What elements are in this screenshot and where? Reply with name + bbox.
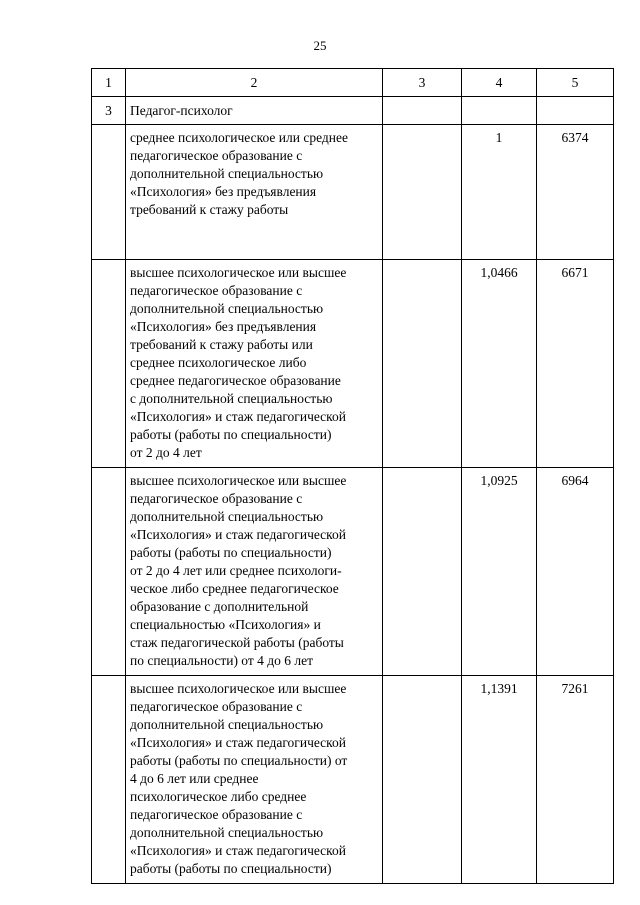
requirement-line: психологическое либо среднее [130, 789, 307, 804]
empty-cell [383, 468, 462, 676]
requirement-line: педагогическое образование с [130, 699, 303, 714]
salary-cell: 6671 [537, 260, 614, 468]
header-col-4: 4 [462, 69, 537, 97]
salary-cell: 7261 [537, 676, 614, 884]
requirement-line: «Психология» и стаж педагогической [130, 409, 347, 424]
empty-cell [92, 125, 126, 260]
requirement-line: дополнительной специальностью [130, 301, 324, 316]
group-row [92, 97, 614, 125]
header-col-1: 1 [92, 69, 126, 97]
header-col-2: 2 [126, 69, 383, 97]
requirement-line: дополнительной специальностью [130, 825, 324, 840]
requirement-line: педагогическое образование с [130, 148, 303, 163]
requirement-line: среднее психологическое или среднее [130, 130, 348, 145]
requirement-text [126, 676, 383, 884]
requirement-line: «Психология» и стаж педагогической [130, 843, 347, 858]
coefficient-cell: 1,1391 [462, 676, 537, 884]
requirement-line: требований к стажу работы или [130, 337, 313, 352]
requirement-line: специальностью «Психология» и [130, 617, 321, 632]
requirement-line: 4 до 6 лет или среднее [130, 771, 259, 786]
requirement-line: педагогическое образование с [130, 807, 303, 822]
requirement-line: работы (работы по специальности) [130, 427, 332, 442]
empty-cell [383, 260, 462, 468]
header-col-5: 5 [537, 69, 614, 97]
table-header-row [92, 69, 614, 97]
requirement-line: «Психология» и стаж педагогической [130, 527, 347, 542]
requirement-line: с дополнительной специальностью [130, 391, 333, 406]
requirement-line: работы (работы по специальности) от [130, 753, 348, 768]
requirement-line: работы (работы по специальности) [130, 861, 332, 876]
qualification-table [91, 68, 614, 884]
requirement-line: высшее психологическое или высшее [130, 265, 347, 280]
table-row [92, 260, 614, 468]
salary-cell: 6374 [537, 125, 614, 260]
empty-cell [383, 125, 462, 260]
requirement-line: стаж педагогической работы (работы [130, 635, 344, 650]
requirement-line: среднее педагогическое образование [130, 373, 341, 388]
header-col-3: 3 [383, 69, 462, 97]
requirement-line: ческое либо среднее педагогическое [130, 581, 339, 596]
requirement-line: работы (работы по специальности) [130, 545, 332, 560]
requirement-line: по специальности) от 4 до 6 лет [130, 653, 314, 668]
table-row [92, 468, 614, 676]
page-number: 25 [313, 38, 327, 53]
empty-cell [462, 97, 537, 125]
requirement-line: дополнительной специальностью [130, 509, 324, 524]
coefficient-cell: 1 [462, 125, 537, 260]
requirement-line: от 2 до 4 лет [130, 445, 202, 460]
requirement-line: «Психология» без предъявления [130, 319, 317, 334]
empty-cell [92, 260, 126, 468]
requirement-line: педагогическое образование с [130, 491, 303, 506]
requirement-text [126, 260, 383, 468]
group-title: Педагог-психолог [126, 97, 383, 125]
requirement-line: «Психология» без предъявления [130, 184, 317, 199]
coefficient-cell: 1,0466 [462, 260, 537, 468]
group-number: 3 [92, 97, 126, 125]
requirement-text [126, 125, 383, 260]
requirement-line: педагогическое образование с [130, 283, 303, 298]
requirement-line: от 2 до 4 лет или среднее психологи- [130, 563, 342, 578]
requirement-line: требований к стажу работы [130, 202, 289, 217]
coefficient-cell: 1,0925 [462, 468, 537, 676]
requirement-text [126, 468, 383, 676]
empty-cell [383, 97, 462, 125]
empty-cell [92, 676, 126, 884]
requirement-line: образование с дополнительной [130, 599, 309, 614]
requirement-line: «Психология» и стаж педагогической [130, 735, 347, 750]
empty-cell [383, 676, 462, 884]
requirement-line: среднее психологическое либо [130, 355, 307, 370]
requirement-line: высшее психологическое или высшее [130, 473, 347, 488]
empty-cell [92, 468, 126, 676]
empty-cell [537, 97, 614, 125]
requirement-line: дополнительной специальностью [130, 717, 324, 732]
salary-cell: 6964 [537, 468, 614, 676]
requirement-line: высшее психологическое или высшее [130, 681, 347, 696]
requirement-line: дополнительной специальностью [130, 166, 324, 181]
table-row [92, 676, 614, 884]
table-row [92, 125, 614, 260]
